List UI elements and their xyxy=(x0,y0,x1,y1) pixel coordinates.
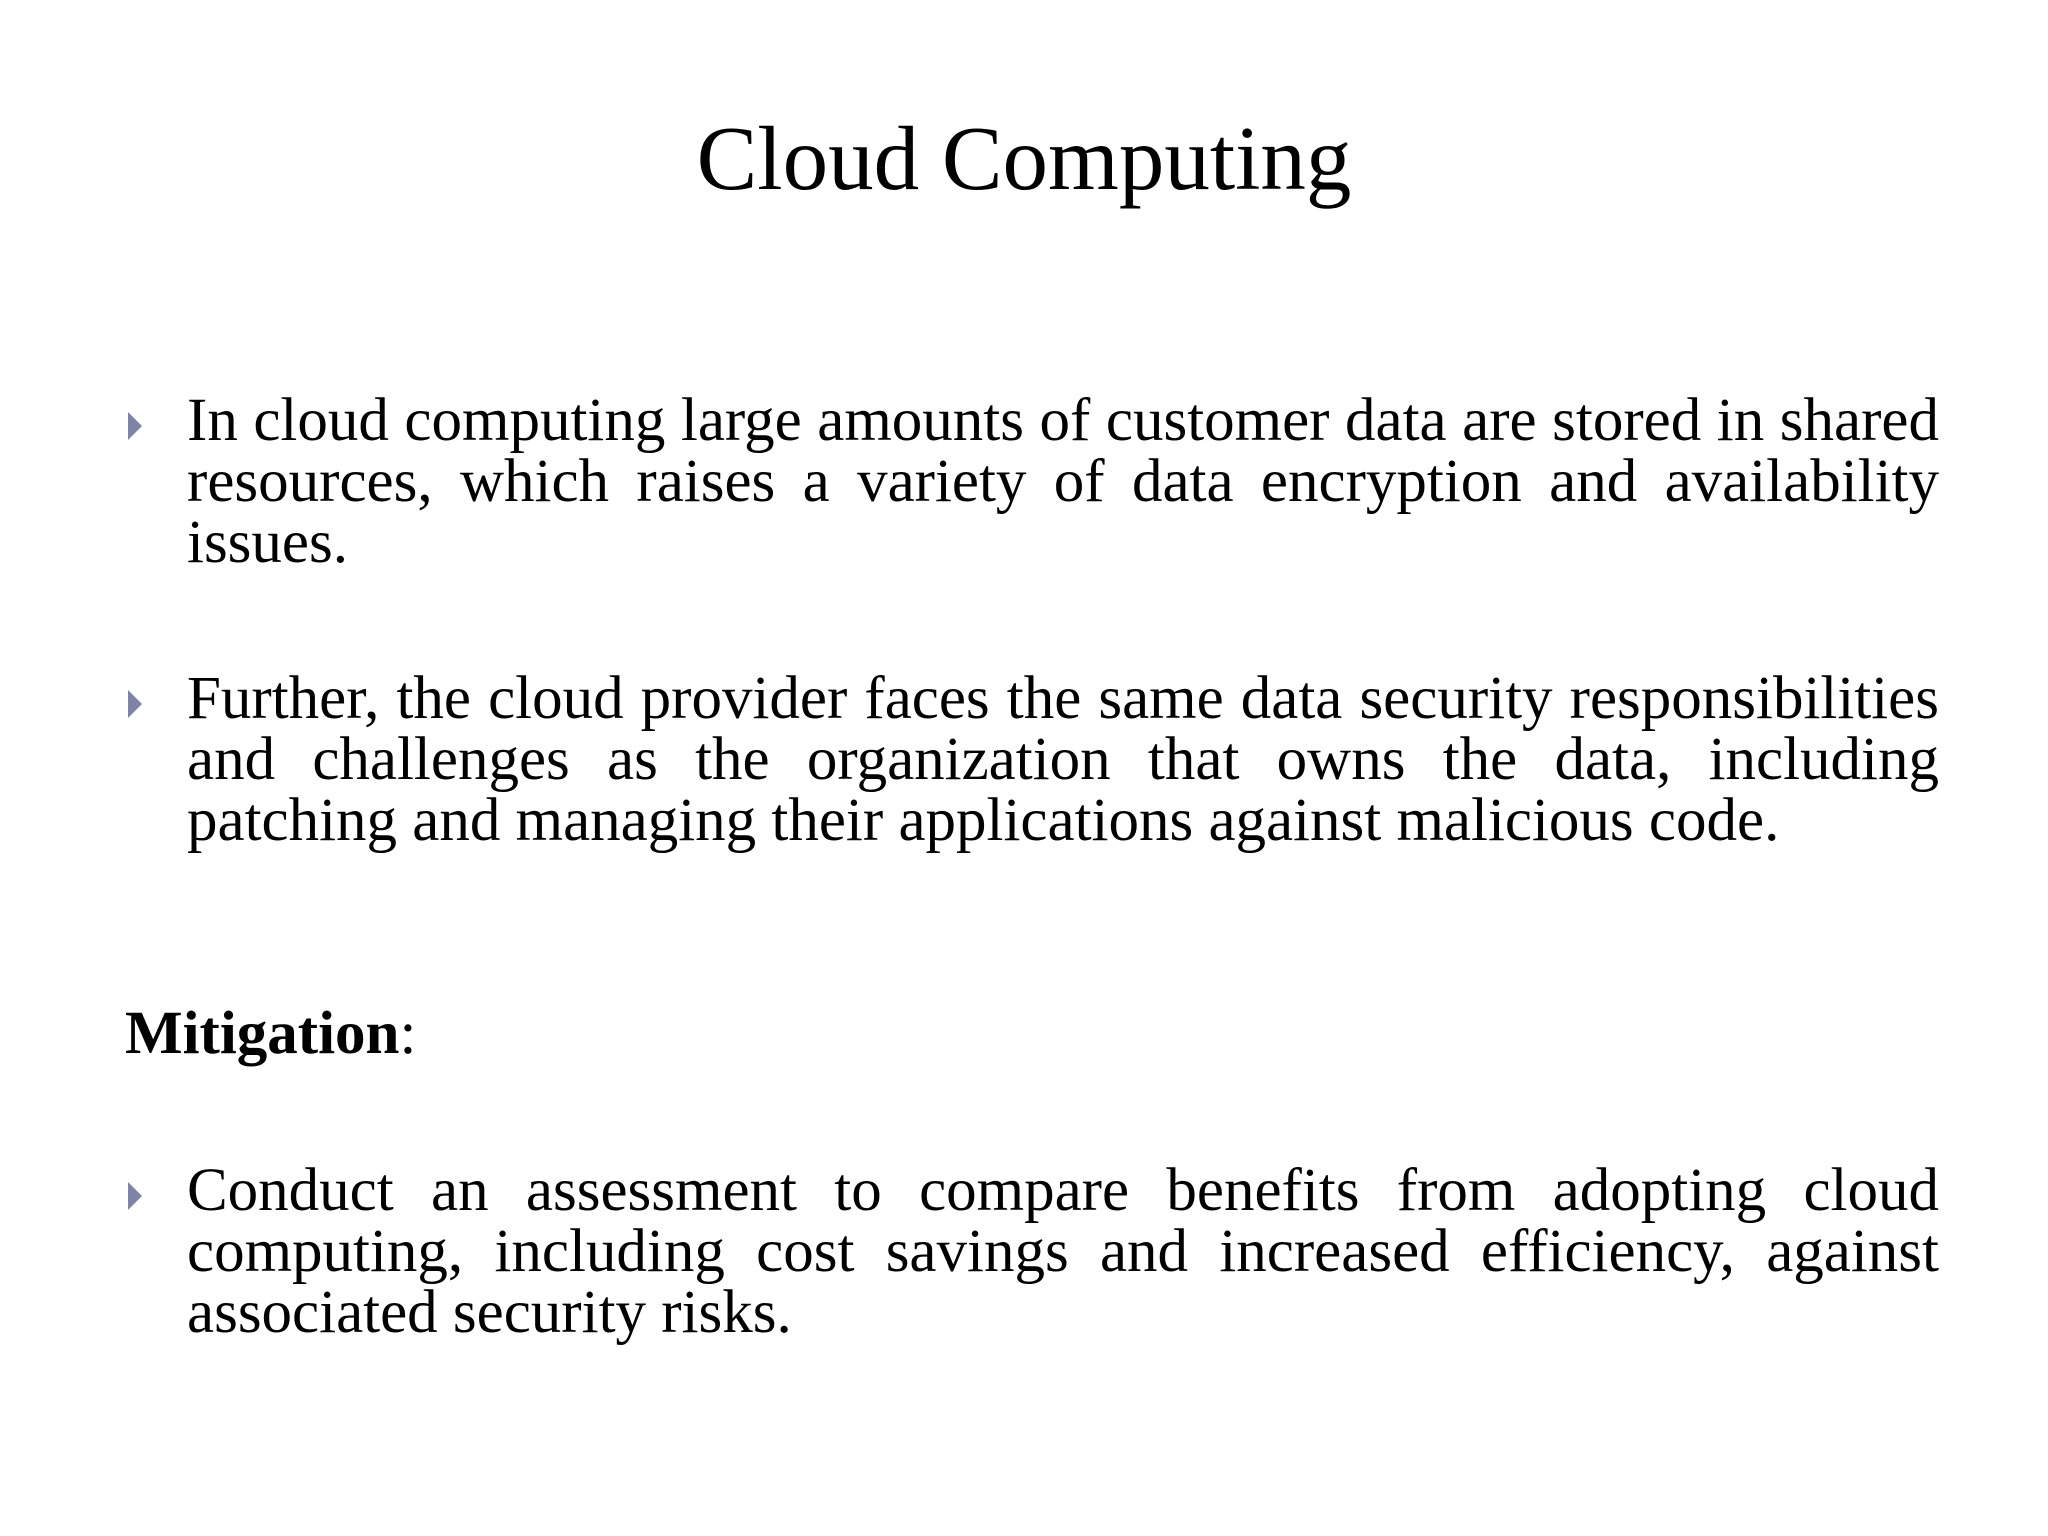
mitigation-heading xyxy=(125,999,416,1069)
bullet-text: Further, the cloud provider faces the same data security responsibilities and challenges as the organization that owns the data, including patching and managing their applications against malicious code. xyxy=(187,665,1939,854)
mitigation-colon: : xyxy=(399,1000,417,1067)
triangle-bullet-icon xyxy=(128,412,142,440)
bullet-item xyxy=(187,665,1939,854)
bullet-item xyxy=(187,1157,1939,1346)
triangle-bullet-icon xyxy=(128,1182,142,1210)
mitigation-label: Mitigation xyxy=(125,1000,400,1067)
bullet-item xyxy=(187,387,1939,576)
bullet-text: Conduct an assessment to compare benefits from adopting cloud computing, including cost savings and increased efficiency, against associated security risks. xyxy=(187,1157,1939,1346)
slide-title: Cloud Computing xyxy=(696,108,1352,209)
triangle-bullet-icon xyxy=(128,690,142,718)
bullet-text: In cloud computing large amounts of customer data are stored in shared resources, which raises a variety of data encryption and availability issues. xyxy=(187,387,1939,576)
